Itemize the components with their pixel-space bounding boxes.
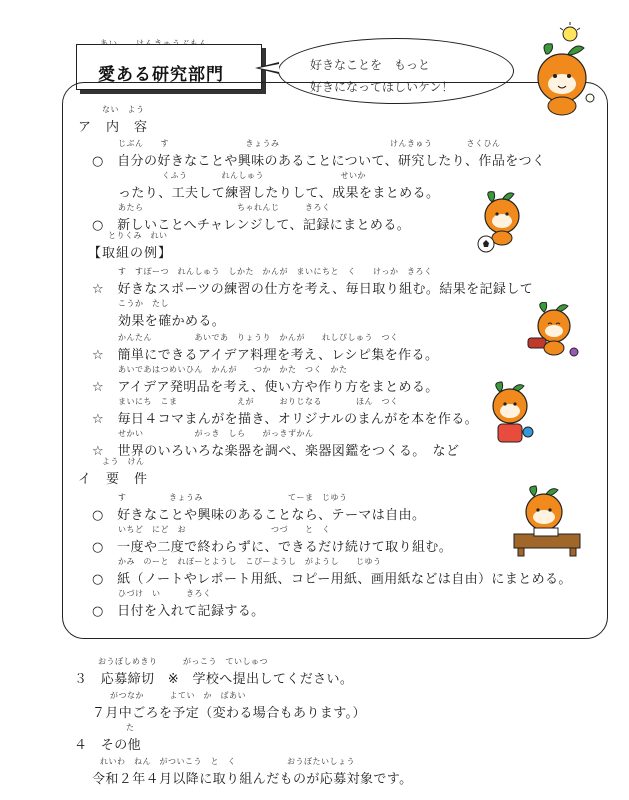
examples-heading: 【取組の例】: [88, 246, 173, 261]
section-4-eligibility: 令和２年４月以降に取り組んだものが応募対象です。: [92, 772, 413, 787]
requirement-item: ○ 日付を入れて記録する。: [92, 604, 265, 619]
requirement-item: ○ 好きなことや興味のあることなら、テーマは自由。: [92, 508, 426, 523]
example-item: ☆ 毎日４コマまんがを描き、オリジナルのまんがを本を作る。: [92, 412, 479, 427]
bubble-line-1: 好きなことを もっと: [310, 58, 431, 72]
section-3-schedule: ７月中ごろを予定（変わる場合もあります。）: [92, 706, 366, 721]
page-title: 愛ある研究部門: [98, 65, 224, 85]
mascot-drawing-icon: [480, 380, 540, 450]
example-item: ☆ 簡単にできるアイデア料理を考え、レシピ集を作る。: [92, 348, 439, 363]
example-item: ☆ 好きなスポーツの練習の仕方を考え、毎日取り組む。結果を記録して: [92, 282, 534, 297]
mascot-desk-icon: [508, 484, 586, 558]
requirement-item: ○ 紙（ノートやレポート用紙、コピー用紙、画用紙などは自由）にまとめる。: [92, 572, 572, 587]
example-item: ☆ アイデア発明品を考え、使い方や作り方をまとめる。: [92, 380, 439, 395]
list-item: ○ 新しいことへチャレンジして、記録にまとめる。: [92, 218, 411, 233]
example-item-continued: 効果を確かめる。: [118, 314, 226, 329]
section-b-heading: イ 要 件: [78, 472, 149, 487]
section-b-ruby: よう けん: [102, 457, 145, 466]
section-a-ruby: ない よう: [102, 105, 145, 114]
example-item: ☆ 世界のいろいろな楽器を調べ、楽器図鑑をつくる。 など: [92, 444, 460, 459]
section-4-ruby: た: [126, 723, 135, 732]
mascot-cooking-icon: [522, 302, 584, 362]
list-item-continued: ったり、工夫して練習したりして、成果をまとめる。: [118, 186, 440, 201]
list-item: ○ 自分の好きなことや興味のあることについて、研究したり、作品をつく: [92, 154, 546, 169]
section-3-ruby: おうぼしめきり がっこう ていしゅつ: [98, 657, 268, 666]
mascot-soccer-icon: [472, 190, 532, 254]
bubble-line-2: 好きになってほしいケン！: [310, 80, 454, 94]
section-4-line: ４ その他: [74, 738, 142, 753]
mascot-lightbulb-icon: [518, 20, 608, 116]
section-3-line: ３ 応募締切 ※ 学校へ提出してください。: [74, 672, 354, 687]
section-a-heading: ア 内 容: [78, 120, 149, 135]
requirement-item: ○ 一度や二度で終わらずに、できるだけ続けて取り組む。: [92, 540, 453, 555]
